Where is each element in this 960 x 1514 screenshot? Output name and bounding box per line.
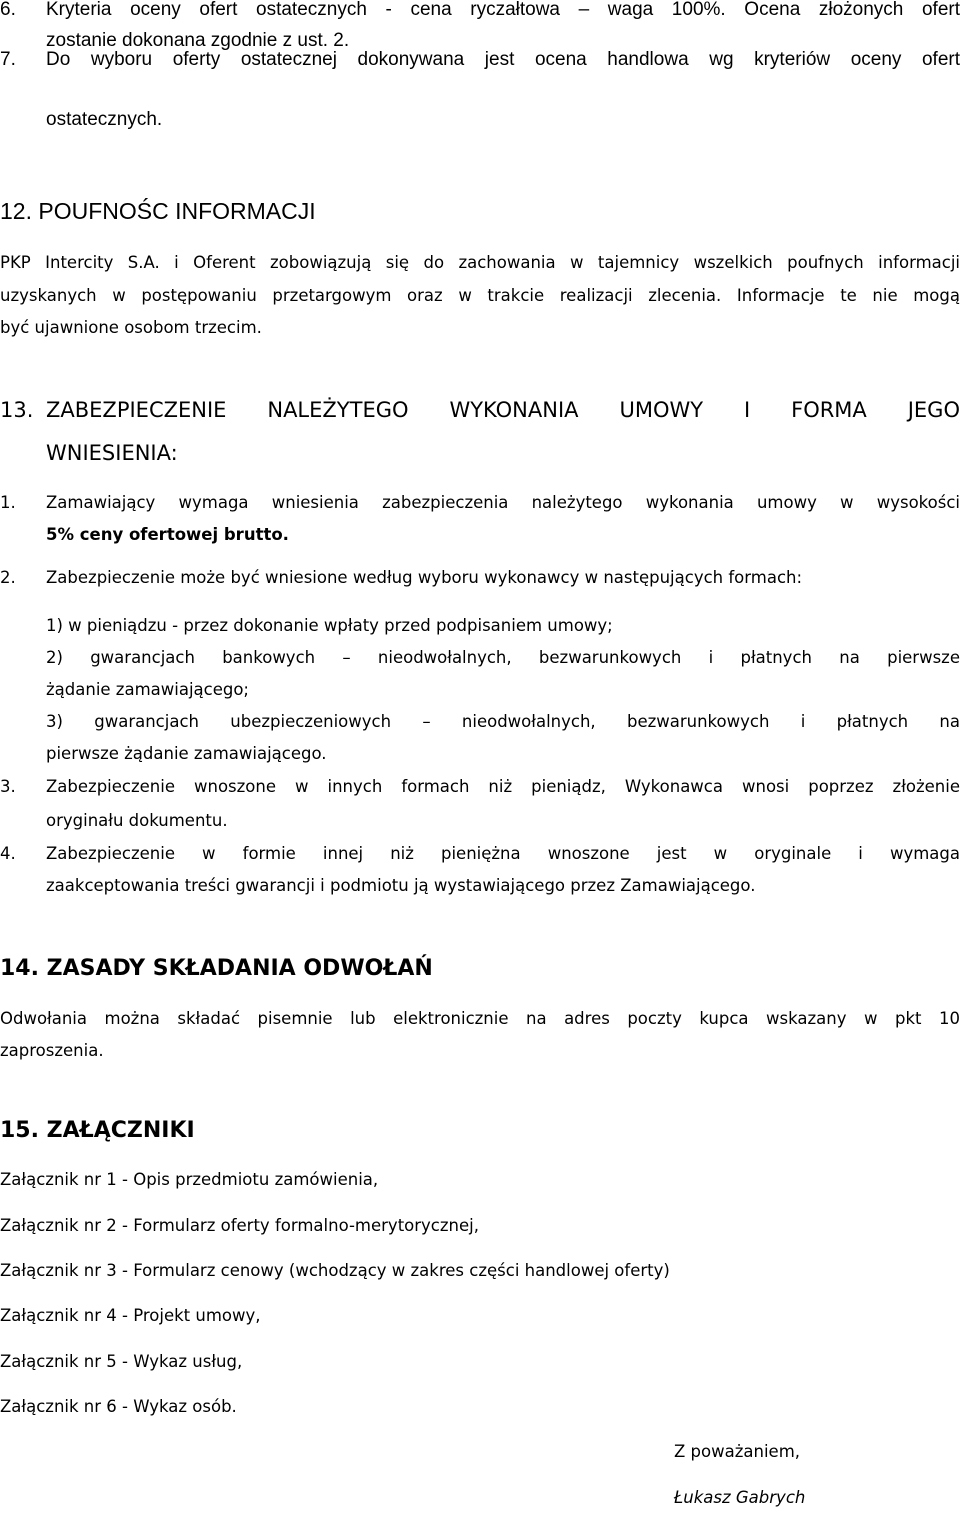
item-text-line: ostatecznych. — [46, 109, 163, 130]
heading-text-line: WNIESIENIA: — [46, 441, 178, 465]
section-heading-15: 15. ZAŁĄCZNIKI — [0, 1118, 195, 1143]
item-text-line: zaakceptowania treści gwarancji i podmiotu ją wystawiającego przez Zamawiającego. — [46, 876, 756, 895]
paragraph-line: uzyskanych w postępowaniu przetargowym oraz w trakcie realizacji zlecenia. Informacje te nie mogą — [0, 286, 960, 305]
item-number: 6. — [0, 0, 16, 20]
item-text-line: oryginału dokumentu. — [46, 811, 228, 830]
item-text-line: Zabezpieczenie może być wniesione według wyboru wykonawcy w następujących formach: — [46, 568, 803, 587]
sub-item-2: 2) gwarancjach bankowych – nieodwołalnych, bezwarunkowych i płatnych na pierwsze — [46, 648, 960, 667]
item-text-line: Kryteria oceny ofert ostatecznych - cena ryczałtowa – waga 100%. Ocena złożonych ofert — [46, 0, 960, 20]
heading-number: 13. — [0, 398, 34, 422]
item-number: 3. — [0, 777, 16, 796]
signature-greeting: Z poważaniem, — [674, 1442, 801, 1461]
sub-item-2-cont: żądanie zamawiającego; — [46, 680, 249, 699]
paragraph-line: być ujawnione osobom trzecim. — [0, 318, 262, 337]
attachment-item-1: Załącznik nr 1 - Opis przedmiotu zamówienia, — [0, 1170, 379, 1189]
item-number: 7. — [0, 49, 16, 70]
paragraph-line: PKP Intercity S.A. i Oferent zobowiązują się do zachowania w tajemnicy wszelkich poufnych informacji — [0, 253, 960, 272]
sub-item-3-cont: pierwsze żądanie zamawiającego. — [46, 744, 327, 763]
paragraph-line: zaproszenia. — [0, 1041, 104, 1060]
section-heading-14: 14. ZASADY SKŁADANIA ODWOŁAŃ — [0, 956, 433, 981]
attachment-item-3: Załącznik nr 3 - Formularz cenowy (wchodzący w zakres części handlowej oferty) — [0, 1261, 670, 1280]
item-number: 2. — [0, 568, 16, 587]
section-heading-12: 12. POUFNOŚC INFORMACJI — [0, 198, 316, 224]
attachment-item-2: Załącznik nr 2 - Formularz oferty formalno-merytorycznej, — [0, 1216, 479, 1235]
paragraph-line: Odwołania można składać pisemnie lub elektronicznie na adres poczty kupca wskazany w pkt 10 — [0, 1009, 960, 1028]
signature-name: Łukasz Gabrych — [674, 1488, 806, 1507]
item-text-line: Do wyboru oferty ostatecznej dokonywana jest ocena handlowa wg kryteriów oceny ofert — [46, 49, 960, 70]
item-number: 1. — [0, 493, 16, 512]
sub-item-1: 1) w pieniądzu - przez dokonanie wpłaty przed podpisaniem umowy; — [46, 616, 613, 635]
sub-item-3: 3) gwarancjach ubezpieczeniowych – nieodwołalnych, bezwarunkowych i płatnych na — [46, 712, 960, 731]
item-text-line: Zabezpieczenie wnoszone w innych formach niż pieniądz, Wykonawca wnosi poprzez złożenie — [46, 777, 960, 796]
attachment-item-5: Załącznik nr 5 - Wykaz usług, — [0, 1352, 243, 1371]
item-text-line: zostanie dokonana zgodnie z ust. 2. — [46, 30, 350, 51]
attachment-item-6: Załącznik nr 6 - Wykaz osób. — [0, 1397, 237, 1416]
heading-text-line: ZABEZPIECZENIE NALEŻYTEGO WYKONANIA UMOWY I FORMA JEGO — [46, 398, 960, 422]
attachment-item-4: Załącznik nr 4 - Projekt umowy, — [0, 1306, 261, 1325]
item-number: 4. — [0, 844, 16, 863]
item-text-line: Zabezpieczenie w formie innej niż pieniężna wnoszone jest w oryginale i wymaga — [46, 844, 960, 863]
item-text-line: 5% ceny ofertowej brutto. — [46, 525, 289, 544]
item-text-line: Zamawiający wymaga wniesienia zabezpieczenia należytego wykonania umowy w wysokości — [46, 493, 960, 512]
